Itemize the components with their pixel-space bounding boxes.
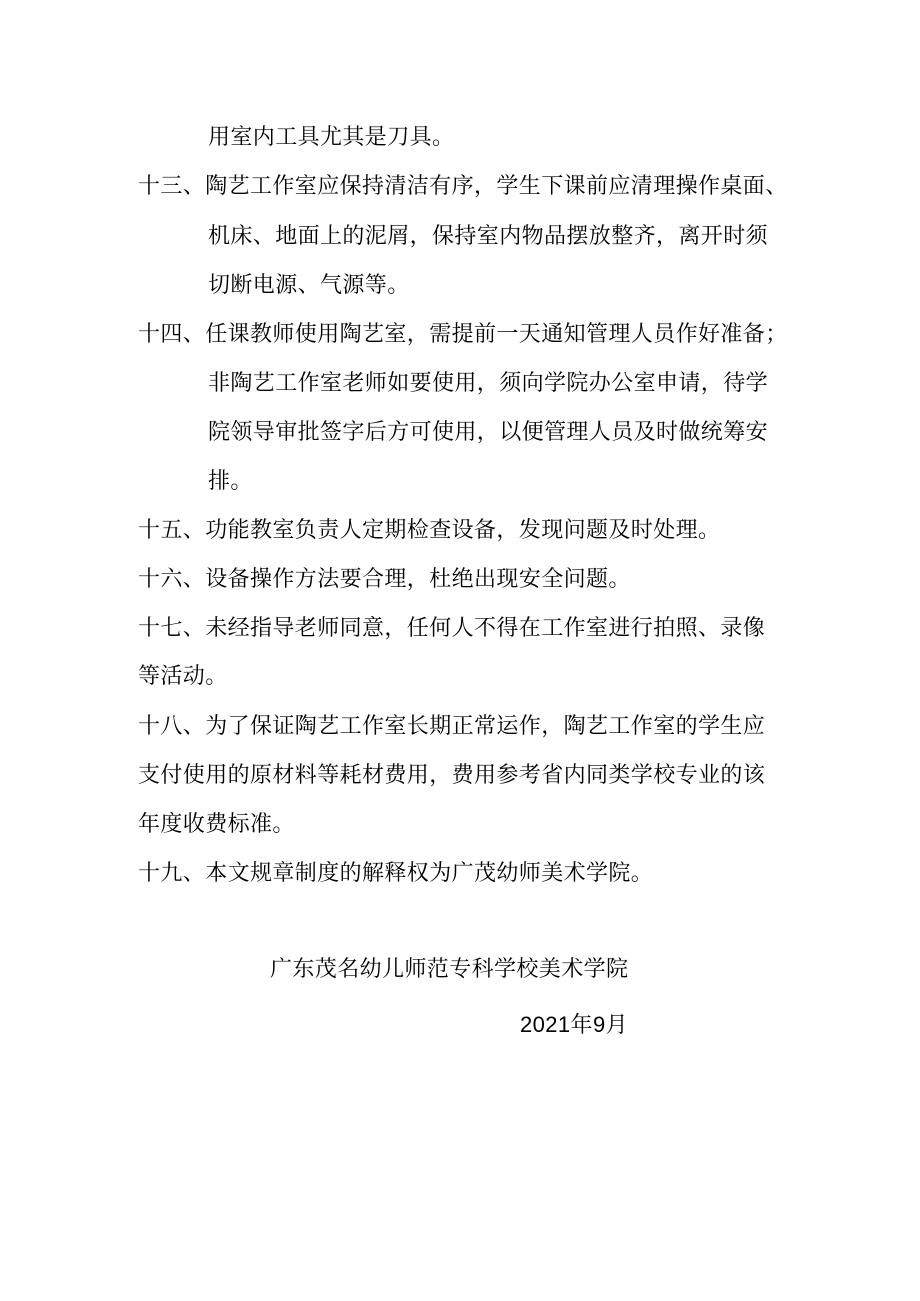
clause-18-line-1: 十八、为了保证陶艺工作室长期正常运作，陶艺工作室的学生应 <box>138 714 766 739</box>
clause-18-line-2: 支付使用的原材料等耗材费用，费用参考省内同类学校专业的该 <box>138 763 766 788</box>
date-year: 2021 <box>520 1012 571 1037</box>
signature-organization: 广东茂名幼儿师范专科学校美术学院 <box>270 957 629 982</box>
clause-14-line-2: 非陶艺工作室老师如要使用，须向学院办公室申请，待学 <box>208 371 769 396</box>
clause-19-line-1: 十九、本文规章制度的解释权为广茂幼师美术学院。 <box>138 861 654 886</box>
date-month-unit: 月 <box>605 1013 628 1038</box>
date-year-unit: 年 <box>570 1013 593 1038</box>
clause-18-line-3: 年度收费标准。 <box>138 812 295 837</box>
clause-13-line-1: 十三、陶艺工作室应保持清洁有序，学生下课前应清理操作桌面、 <box>138 174 788 199</box>
clause-15-line-1: 十五、功能教室负责人定期检查设备，发现问题及时处理。 <box>138 518 721 543</box>
clause-13-line-2: 机床、地面上的泥屑，保持室内物品摆放整齐，离开时须 <box>208 224 769 249</box>
clause-13-line-3: 切断电源、气源等。 <box>208 273 410 298</box>
signature-date <box>520 1010 628 1041</box>
text-line: 用室内工具尤其是刀具。 <box>208 125 455 150</box>
clause-17-line-2: 等活动。 <box>138 664 228 689</box>
clause-17-line-1: 十七、未经指导老师同意，任何人不得在工作室进行拍照、录像 <box>138 616 766 641</box>
date-month: 9 <box>592 1012 606 1037</box>
clause-16-line-1: 十六、设备操作方法要合理，杜绝出现安全问题。 <box>138 567 631 592</box>
clause-14-line-3: 院领导审批签字后方可使用，以便管理人员及时做统筹安 <box>208 420 769 445</box>
clause-14-line-4: 排。 <box>208 469 253 494</box>
clause-14-line-1: 十四、任课教师使用陶艺室，需提前一天通知管理人员作好准备； <box>138 322 788 347</box>
